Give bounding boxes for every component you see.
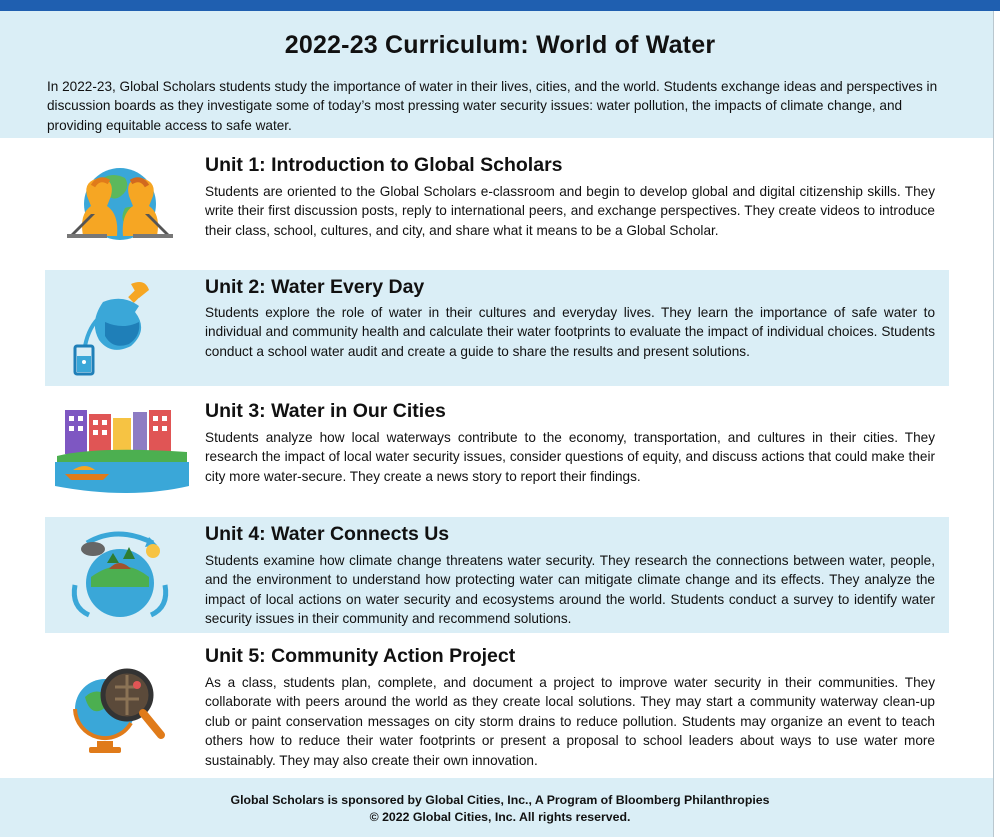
unit-5-description: As a class, students plan, complete, and document a project to improve water security in their communities. They collaborate with peers around the world as they create local solutions. They may start a community waterway clean-up club or paint conservation messages on city storm drains to reduce pollution. Students may organize an event to teach others how to reduce their water footprints or present a proposal to school leaders about ways to use water more sustainably. They may also create their own innovation. [205, 675, 935, 768]
water-cycle-globe-icon [45, 523, 195, 627]
unit-3-title: Unit 3: Water in Our Cities [205, 400, 446, 422]
footer-copyright-text: © 2022 Global Cities, Inc. All rights reserved. [369, 810, 631, 824]
unit-3-description: Students analyze how local waterways contribute to the economy, transportation, and cultures in their cities. They research the impact of local water security issues, consider questions of equity, and discuss actions that could make their city more water-secure. They create a news story to report their findings. [205, 430, 935, 484]
unit-3-section [45, 390, 949, 512]
unit-4-title: Unit 4: Water Connects Us [205, 523, 450, 545]
globe-students-laptops-icon [45, 156, 195, 256]
unit-1-section [45, 144, 949, 266]
unit-2-section [45, 270, 949, 386]
top-accent-bar [0, 0, 1000, 11]
globe-magnifier-icon [45, 647, 195, 765]
unit-4-section [45, 517, 949, 633]
page-right-edge [993, 11, 1000, 837]
header-panel [0, 11, 1000, 138]
unit-5-title: Unit 5: Community Action Project [205, 645, 516, 667]
unit-5-section [45, 637, 949, 775]
city-waterfront-icon [45, 400, 195, 500]
unit-4-description: Students examine how climate change threatens water security. They research the connections between water, people, and the environment to understand how protecting water can mitigate climate change and its effects. They analyze the impact of local actions on water security and ecosystems around the world. Students conduct a survey to identify water security issues in their community and recommend solutions. [205, 553, 935, 627]
intro-paragraph: In 2022-23, Global Scholars students study the importance of water in their lives, cities, and the world. Students exchange ideas and perspectives in discussion boards as they investigate some of today’s most pressing water security issues: water pollution, the impacts of climate change, and providing equitable access to safe water. [47, 79, 938, 133]
unit-1-title: Unit 1: Introduction to Global Scholars [205, 154, 563, 176]
footer-panel [0, 778, 1000, 837]
unit-1-description: Students are oriented to the Global Scholars e-classroom and begin to develop global and digital citizenship skills. They write their first discussion posts, reply to international peers, and exchange perspectives. They create videos to introduce their class, school, cultures, and city, and share what it means to be a Global Scholar. [205, 184, 935, 238]
unit-2-title: Unit 2: Water Every Day [205, 276, 425, 298]
page-title: 2022-23 Curriculum: World of Water [284, 31, 716, 59]
footer-sponsor-text: Global Scholars is sponsored by Global Cities, Inc., A Program of Bloomberg Philanthropies [230, 793, 770, 807]
unit-2-description: Students explore the role of water in their cultures and everyday lives. They learn the importance of safe water to individual and community health and calculate their water footprints to evaluate the impact of individual choices. Students conduct a school water audit and create a guide to share the results and present solutions. [205, 305, 935, 359]
water-pitcher-glass-icon [45, 276, 195, 380]
